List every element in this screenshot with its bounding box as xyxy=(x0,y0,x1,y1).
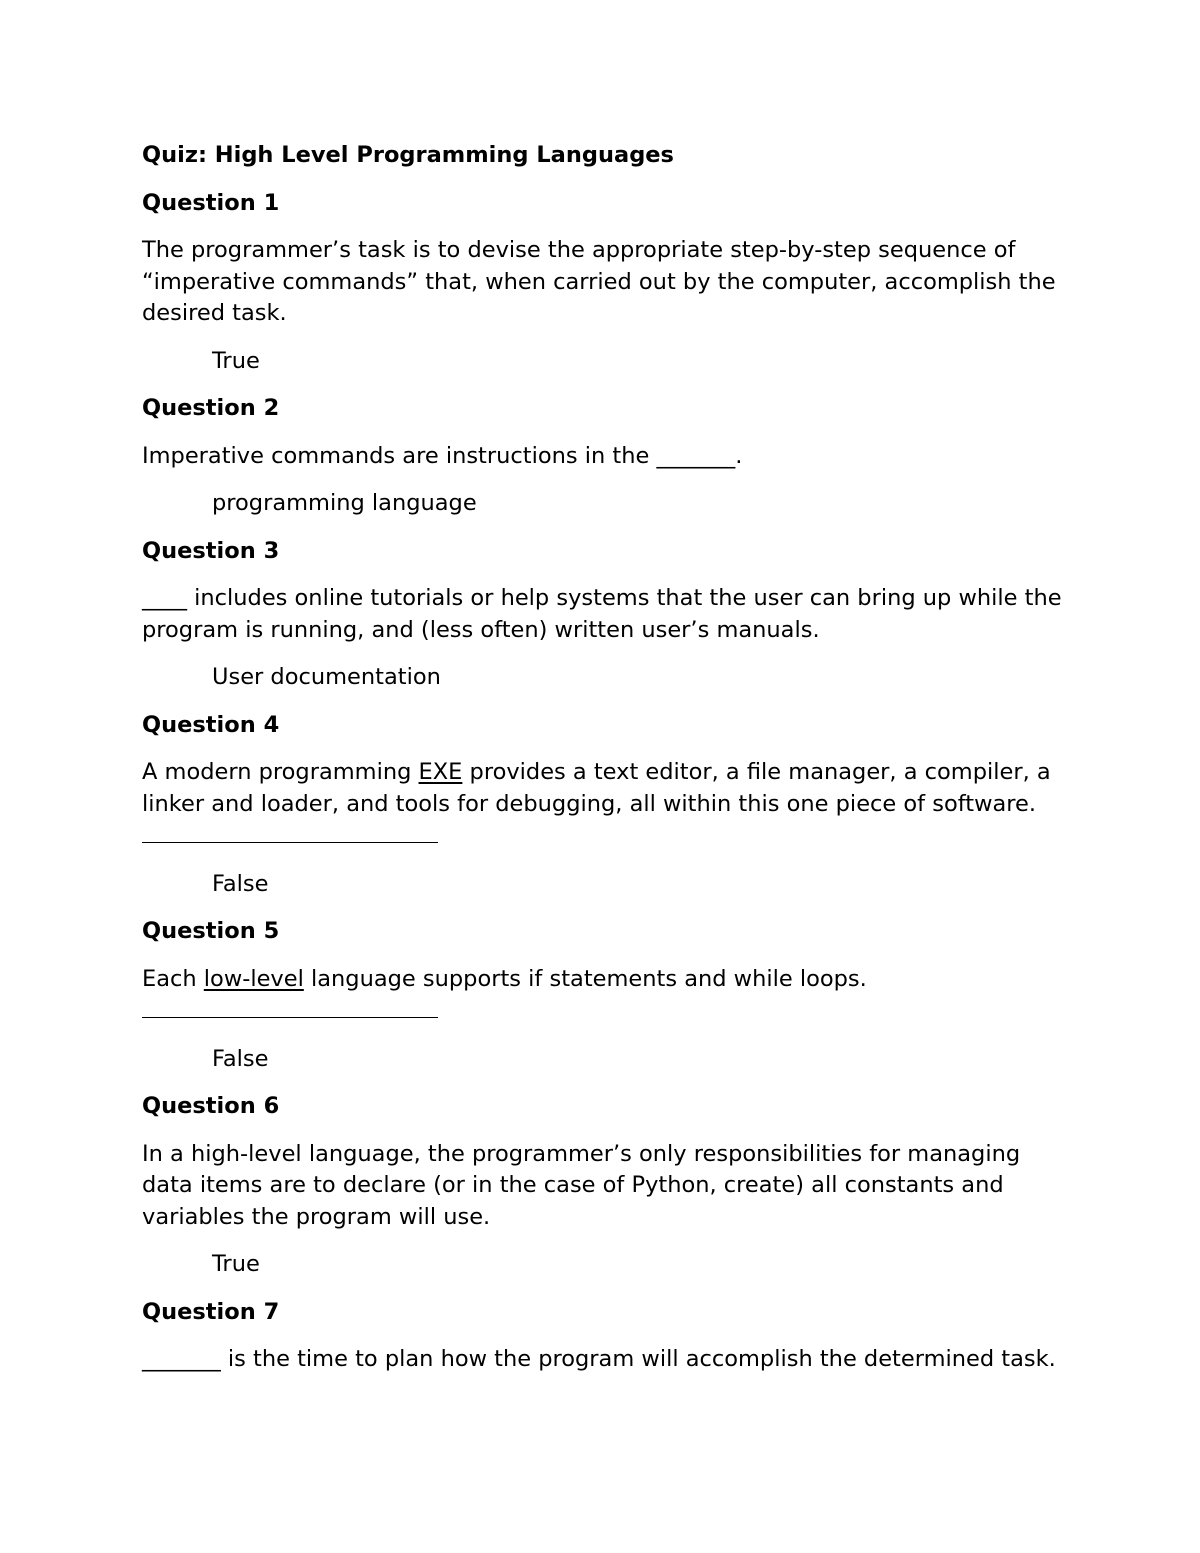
question-7-text xyxy=(142,1344,1067,1376)
question-2-heading: Question 2 xyxy=(142,395,280,421)
question-4-underlined-term: EXE xyxy=(418,759,463,785)
question-7-blank: _______ xyxy=(142,1346,221,1372)
question-4-text-after: provides a text editor, a file manager, a compiler, a linker and loader, and tools for debugging, all within this one piece of software. xyxy=(142,759,1051,817)
question-5-answer-line xyxy=(142,995,438,1018)
question-6-heading: Question 6 xyxy=(142,1093,280,1119)
question-1-answer: True xyxy=(212,347,260,374)
question-5-underlined-term: low-level xyxy=(203,965,304,992)
question-3-text xyxy=(142,583,1067,646)
quiz-title: Quiz: High Level Programming Languages xyxy=(142,142,674,168)
question-2-answer: programming language xyxy=(212,490,477,516)
question-5-answer: False xyxy=(212,1045,269,1072)
question-5-text xyxy=(142,964,1067,1028)
question-3-blank: ____ xyxy=(142,585,187,611)
question-4-text-before: A modern programming xyxy=(142,759,419,785)
document-page xyxy=(142,140,1067,1392)
question-6-answer: True xyxy=(212,1251,260,1277)
question-3-answer: User documentation xyxy=(212,664,441,690)
question-6-text: In a high-level language, the programmer’s only responsibilities for managing data items are to declare (or in the case of Python, create) all constants and variables the program will use. xyxy=(142,1140,1021,1230)
question-3-heading: Question 3 xyxy=(142,537,280,564)
question-5-text-before: Each xyxy=(142,965,204,992)
question-2-text-before: Imperative commands are instructions in the xyxy=(142,442,657,469)
question-4-answer-line xyxy=(142,820,438,843)
question-2-blank: _______ xyxy=(656,442,736,469)
question-7-heading: Question 7 xyxy=(142,1298,280,1325)
question-4-heading: Question 4 xyxy=(142,711,280,738)
question-5-text-after: language supports if statements and while loops. xyxy=(303,965,867,992)
question-2-text xyxy=(142,441,1067,473)
question-1-heading: Question 1 xyxy=(142,189,280,216)
question-2-text-after: . xyxy=(735,442,743,469)
question-5-heading: Question 5 xyxy=(142,918,280,944)
question-1-text: The programmer’s task is to devise the appropriate step-by-step sequence of “imperative commands” that, when carried out by the computer, accomplish the desired task. xyxy=(142,237,1056,326)
question-7-text-after: is the time to plan how the program will accomplish the determined task. xyxy=(220,1346,1056,1372)
question-4-text xyxy=(142,757,1067,853)
question-3-text-after: includes online tutorials or help systems that the user can bring up while the program is running, and (less often) written user’s manuals. xyxy=(142,585,1062,643)
question-4-answer: False xyxy=(212,870,269,897)
